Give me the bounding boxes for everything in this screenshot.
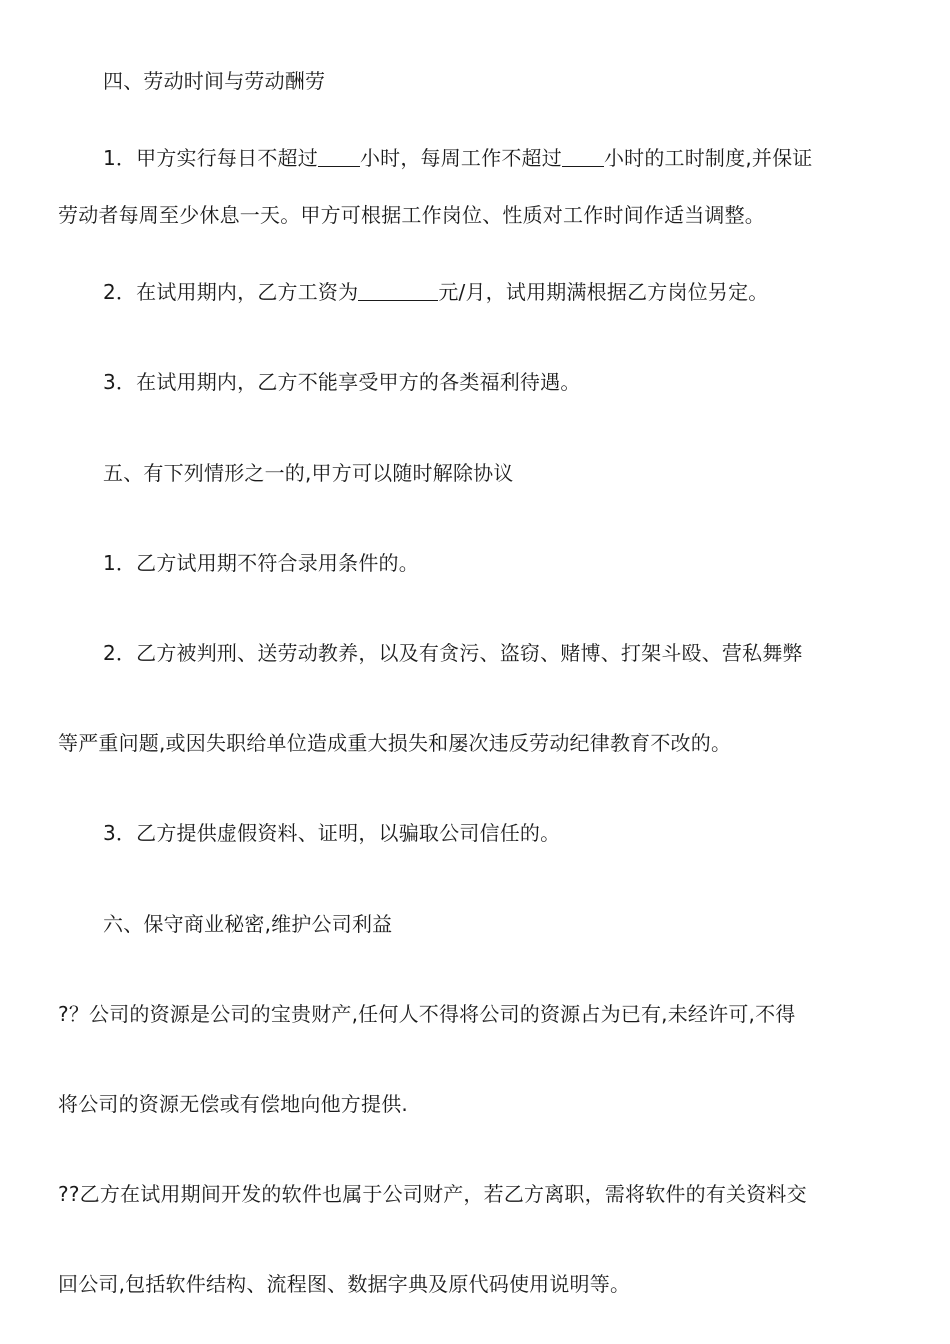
clause-text: 小时，每周工作不超过 xyxy=(359,146,562,170)
clause-4-3: 3．在试用期内，乙方不能享受甲方的各类福利待遇。 xyxy=(103,370,581,394)
fill-in-blank-daily-hours xyxy=(318,144,360,167)
fill-in-blank-weekly-hours xyxy=(562,144,604,167)
clause-text: 2．在试用期内，乙方工资为 xyxy=(103,280,359,304)
clause-5-2-line-2: 等严重问题,或因失职给单位造成重大损失和屡次违反劳动纪律教育不改的。 xyxy=(58,731,732,755)
clause-6-2-line-1: ??乙方在试用期间开发的软件也属于公司财产，若乙方离职，需将软件的有关资料交 xyxy=(58,1182,807,1206)
section-heading-4: 四、劳动时间与劳动酬劳 xyxy=(103,69,326,93)
clause-text: 元/月，试用期满根据乙方岗位另定。 xyxy=(438,280,769,304)
section-heading-5: 五、有下列情形之一的,甲方可以随时解除协议 xyxy=(103,461,514,485)
clause-4-1-line-1 xyxy=(103,143,813,173)
clause-text: 小时的工时制度,并保证 xyxy=(603,146,813,170)
clause-4-2 xyxy=(103,277,768,307)
clause-5-3: 3．乙方提供虚假资料、证明，以骗取公司信任的。 xyxy=(103,821,561,845)
clause-6-1-line-1: ?？公司的资源是公司的宝贵财产,任何人不得将公司的资源占为已有,未经许可,不得 xyxy=(58,1002,796,1026)
clause-5-2-line-1: 2．乙方被判刑、送劳动教养，以及有贪污、盗窃、赌博、打架斗殴、营私舞弊 xyxy=(103,641,803,665)
clause-4-1-line-2: 劳动者每周至少休息一天。甲方可根据工作岗位、性质对工作时间作适当调整。 xyxy=(58,203,765,227)
clause-text: 1．甲方实行每日不超过 xyxy=(103,146,318,170)
clause-6-1-line-2: 将公司的资源无偿或有偿地向他方提供. xyxy=(58,1092,408,1116)
section-heading-6: 六、保守商业秘密,维护公司利益 xyxy=(103,912,393,936)
clause-5-1: 1．乙方试用期不符合录用条件的。 xyxy=(103,551,419,575)
fill-in-blank-salary xyxy=(358,278,438,301)
clause-6-2-line-2: 回公司,包括软件结构、流程图、数据字典及原代码使用说明等。 xyxy=(58,1272,631,1296)
